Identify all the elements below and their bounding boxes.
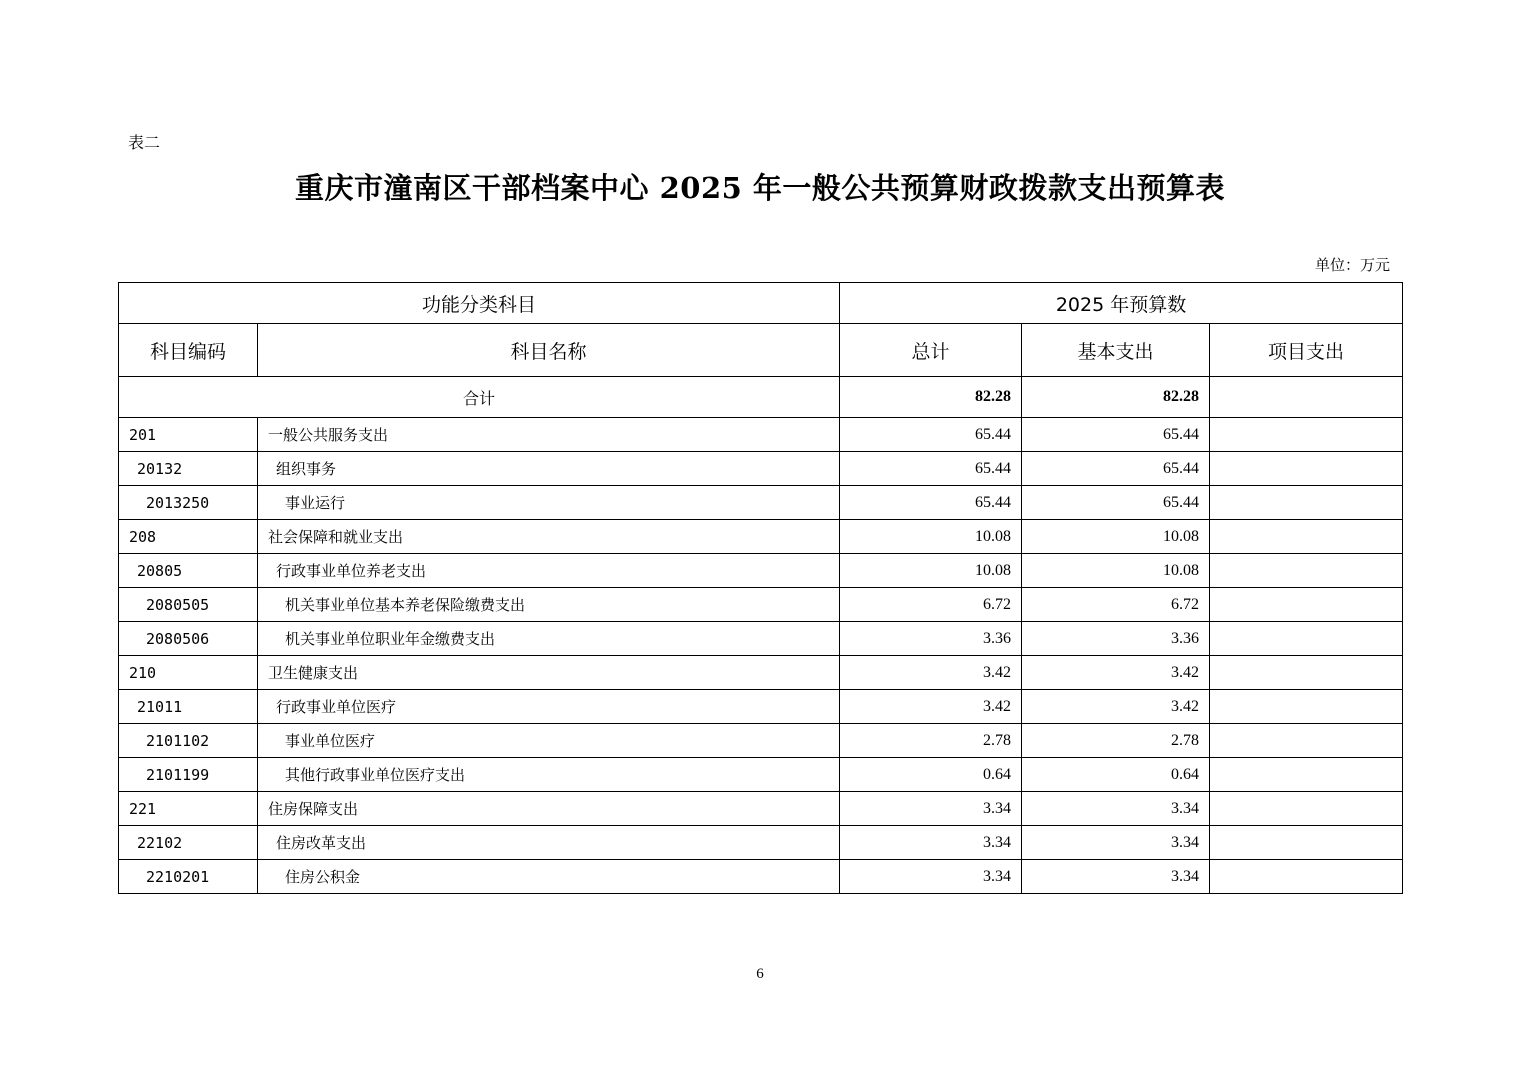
row-project bbox=[1210, 452, 1403, 486]
row-basic: 65.44 bbox=[1022, 418, 1210, 452]
total-row bbox=[119, 377, 1403, 418]
row-code: 2080505 bbox=[119, 588, 258, 622]
row-project bbox=[1210, 486, 1403, 520]
row-basic: 3.34 bbox=[1022, 792, 1210, 826]
row-code: 22102 bbox=[119, 826, 258, 860]
row-project bbox=[1210, 724, 1403, 758]
row-code: 2080506 bbox=[119, 622, 258, 656]
row-total: 10.08 bbox=[840, 554, 1022, 588]
row-code: 2013250 bbox=[119, 486, 258, 520]
row-basic: 65.44 bbox=[1022, 452, 1210, 486]
table-row bbox=[119, 758, 1403, 792]
row-name: 其他行政事业单位医疗支出 bbox=[258, 758, 840, 792]
row-name: 住房公积金 bbox=[258, 860, 840, 894]
row-total: 3.36 bbox=[840, 622, 1022, 656]
row-project bbox=[1210, 622, 1403, 656]
table-row bbox=[119, 554, 1403, 588]
total-label: 合计 bbox=[119, 377, 840, 418]
table-row bbox=[119, 724, 1403, 758]
row-project bbox=[1210, 860, 1403, 894]
header-basic-expense: 基本支出 bbox=[1022, 324, 1210, 377]
row-basic: 10.08 bbox=[1022, 554, 1210, 588]
row-total: 3.34 bbox=[840, 826, 1022, 860]
total-basic: 82.28 bbox=[1022, 377, 1210, 418]
row-total: 6.72 bbox=[840, 588, 1022, 622]
total-sum: 82.28 bbox=[840, 377, 1022, 418]
row-basic: 65.44 bbox=[1022, 486, 1210, 520]
header-total: 总计 bbox=[840, 324, 1022, 377]
row-total: 65.44 bbox=[840, 486, 1022, 520]
row-basic: 10.08 bbox=[1022, 520, 1210, 554]
header-subject-name: 科目名称 bbox=[258, 324, 840, 377]
row-name: 卫生健康支出 bbox=[258, 656, 840, 690]
table-row bbox=[119, 690, 1403, 724]
row-name: 组织事务 bbox=[258, 452, 840, 486]
row-project bbox=[1210, 690, 1403, 724]
header-subject-code: 科目编码 bbox=[119, 324, 258, 377]
row-code: 221 bbox=[119, 792, 258, 826]
row-name: 行政事业单位养老支出 bbox=[258, 554, 840, 588]
row-code: 210 bbox=[119, 656, 258, 690]
row-code: 20805 bbox=[119, 554, 258, 588]
table-row bbox=[119, 792, 1403, 826]
row-code: 2101102 bbox=[119, 724, 258, 758]
row-project bbox=[1210, 792, 1403, 826]
table-body bbox=[119, 377, 1403, 894]
table-row bbox=[119, 588, 1403, 622]
row-code: 20132 bbox=[119, 452, 258, 486]
row-name: 机关事业单位基本养老保险缴费支出 bbox=[258, 588, 840, 622]
row-project bbox=[1210, 758, 1403, 792]
row-total: 65.44 bbox=[840, 418, 1022, 452]
table-row bbox=[119, 826, 1403, 860]
row-basic: 0.64 bbox=[1022, 758, 1210, 792]
row-project bbox=[1210, 520, 1403, 554]
table-row bbox=[119, 860, 1403, 894]
row-name: 事业运行 bbox=[258, 486, 840, 520]
row-project bbox=[1210, 656, 1403, 690]
header-budget-2025: 2025 年预算数 bbox=[840, 283, 1403, 324]
row-total: 0.64 bbox=[840, 758, 1022, 792]
row-code: 208 bbox=[119, 520, 258, 554]
row-name: 住房保障支出 bbox=[258, 792, 840, 826]
table-label: 表二 bbox=[128, 133, 161, 152]
table-row bbox=[119, 486, 1403, 520]
table-row bbox=[119, 520, 1403, 554]
row-total: 3.42 bbox=[840, 656, 1022, 690]
row-total: 65.44 bbox=[840, 452, 1022, 486]
row-basic: 3.42 bbox=[1022, 656, 1210, 690]
unit-label: 单位：万元 bbox=[1314, 256, 1390, 274]
header-project-expense: 项目支出 bbox=[1210, 324, 1403, 377]
row-name: 事业单位医疗 bbox=[258, 724, 840, 758]
total-project bbox=[1210, 377, 1403, 418]
row-basic: 3.42 bbox=[1022, 690, 1210, 724]
row-total: 3.42 bbox=[840, 690, 1022, 724]
page-number: 6 bbox=[756, 966, 764, 982]
table-row bbox=[119, 622, 1403, 656]
row-total: 3.34 bbox=[840, 860, 1022, 894]
row-project bbox=[1210, 554, 1403, 588]
row-project bbox=[1210, 588, 1403, 622]
row-total: 3.34 bbox=[840, 792, 1022, 826]
row-name: 一般公共服务支出 bbox=[258, 418, 840, 452]
row-code: 2210201 bbox=[119, 860, 258, 894]
table-row bbox=[119, 418, 1403, 452]
row-name: 行政事业单位医疗 bbox=[258, 690, 840, 724]
row-name: 社会保障和就业支出 bbox=[258, 520, 840, 554]
row-code: 201 bbox=[119, 418, 258, 452]
budget-table bbox=[118, 282, 1403, 894]
row-total: 10.08 bbox=[840, 520, 1022, 554]
row-project bbox=[1210, 418, 1403, 452]
row-basic: 3.34 bbox=[1022, 860, 1210, 894]
row-code: 21011 bbox=[119, 690, 258, 724]
table-row bbox=[119, 452, 1403, 486]
row-total: 2.78 bbox=[840, 724, 1022, 758]
row-name: 机关事业单位职业年金缴费支出 bbox=[258, 622, 840, 656]
table-row bbox=[119, 656, 1403, 690]
row-basic: 2.78 bbox=[1022, 724, 1210, 758]
row-name: 住房改革支出 bbox=[258, 826, 840, 860]
row-code: 2101199 bbox=[119, 758, 258, 792]
row-basic: 3.34 bbox=[1022, 826, 1210, 860]
header-functional-category: 功能分类科目 bbox=[119, 283, 840, 324]
page-title: 重庆市潼南区干部档案中心 2025 年一般公共预算财政拨款支出预算表 bbox=[295, 171, 1225, 205]
row-project bbox=[1210, 826, 1403, 860]
row-basic: 3.36 bbox=[1022, 622, 1210, 656]
row-basic: 6.72 bbox=[1022, 588, 1210, 622]
